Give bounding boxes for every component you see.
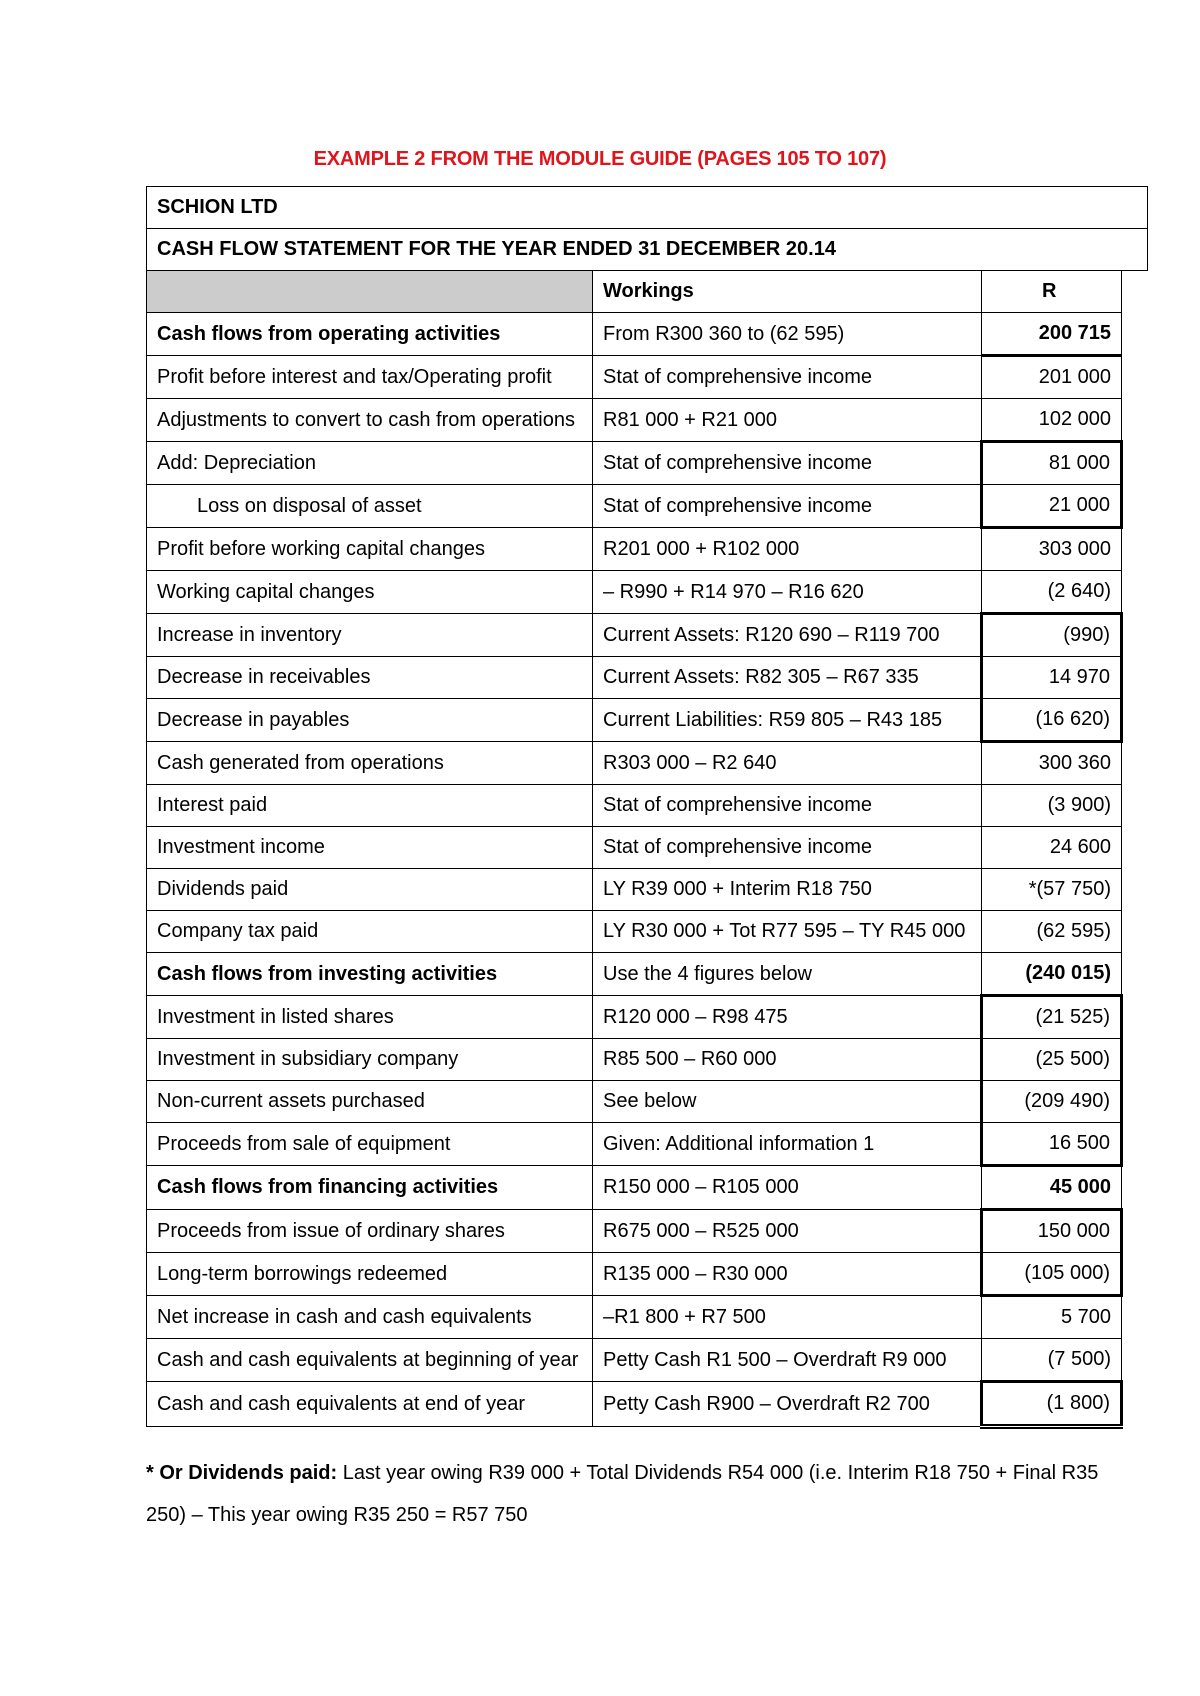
row-amount: 300 360: [982, 742, 1122, 785]
spacer-cell: [1122, 953, 1148, 996]
table-row: [147, 699, 1148, 742]
statement-title: CASH FLOW STATEMENT FOR THE YEAR ENDED 31 DECEMBER 20.14: [147, 229, 1148, 271]
spacer-cell: [1122, 785, 1148, 827]
table-row: [147, 996, 1148, 1039]
row-amount: (21 525): [982, 996, 1122, 1039]
table-row: [147, 1039, 1148, 1081]
table-row: [147, 313, 1148, 356]
table-row: [147, 911, 1148, 953]
row-amount: (16 620): [982, 699, 1122, 742]
row-working: Stat of comprehensive income: [593, 785, 982, 827]
row-working: Stat of comprehensive income: [593, 485, 982, 528]
row-label: Net increase in cash and cash equivalents: [147, 1296, 593, 1339]
row-amount: 14 970: [982, 657, 1122, 699]
row-amount: 24 600: [982, 827, 1122, 869]
spacer-cell: [1122, 571, 1148, 614]
row-amount: 81 000: [982, 442, 1122, 485]
column-header-row: [147, 271, 1148, 313]
row-amount: (105 000): [982, 1253, 1122, 1296]
row-amount: (1 800): [982, 1382, 1122, 1427]
spacer-cell: [1122, 1253, 1148, 1296]
table-row: [147, 1081, 1148, 1123]
row-label: Loss on disposal of asset: [147, 485, 593, 528]
row-working: LY R30 000 + Tot R77 595 – TY R45 000: [593, 911, 982, 953]
table-row: [147, 1339, 1148, 1382]
table-row: [147, 953, 1148, 996]
row-amount: 200 715: [982, 313, 1122, 356]
row-label: Cash generated from operations: [147, 742, 593, 785]
row-label: Investment income: [147, 827, 593, 869]
row-label: Company tax paid: [147, 911, 593, 953]
workings-header: Workings: [593, 271, 982, 313]
row-label: Dividends paid: [147, 869, 593, 911]
row-amount: (3 900): [982, 785, 1122, 827]
footnote-text: Last year owing R39 000 + Total Dividends R54 000 (i.e. Interim R18 750 + Final R35 250) – This year owing R35 250 = R57 750: [146, 1462, 1099, 1526]
row-amount: (7 500): [982, 1339, 1122, 1382]
table-row: [147, 614, 1148, 657]
table-row: [147, 785, 1148, 827]
row-working: R135 000 – R30 000: [593, 1253, 982, 1296]
table-row: [147, 356, 1148, 399]
row-amount: 150 000: [982, 1210, 1122, 1253]
row-working: See below: [593, 1081, 982, 1123]
company-name: SCHION LTD: [147, 187, 1148, 229]
cash-flow-table: [146, 186, 1148, 1429]
amount-header: R: [982, 271, 1122, 313]
table-row: [147, 442, 1148, 485]
document-title: EXAMPLE 2 FROM THE MODULE GUIDE (PAGES 105 TO 107): [313, 148, 887, 170]
row-working: R120 000 – R98 475: [593, 996, 982, 1039]
row-label: Cash flows from financing activities: [147, 1166, 593, 1210]
table-row: [147, 528, 1148, 571]
row-amount: 45 000: [982, 1166, 1122, 1210]
table-row: [147, 1166, 1148, 1210]
row-label: Non-current assets purchased: [147, 1081, 593, 1123]
row-working: R201 000 + R102 000: [593, 528, 982, 571]
row-amount: (2 640): [982, 571, 1122, 614]
row-working: R675 000 – R525 000: [593, 1210, 982, 1253]
row-label: Long-term borrowings redeemed: [147, 1253, 593, 1296]
row-working: Stat of comprehensive income: [593, 827, 982, 869]
spacer-cell: [1122, 1081, 1148, 1123]
row-working: –R1 800 + R7 500: [593, 1296, 982, 1339]
row-working: – R990 + R14 970 – R16 620: [593, 571, 982, 614]
row-amount: 16 500: [982, 1123, 1122, 1166]
spacer-cell: [1122, 271, 1148, 313]
row-working: Current Assets: R120 690 – R119 700: [593, 614, 982, 657]
row-label: Increase in inventory: [147, 614, 593, 657]
spacer-cell: [1122, 996, 1148, 1039]
row-working: R81 000 + R21 000: [593, 399, 982, 442]
blank-header-cell: [147, 271, 593, 313]
row-label: Working capital changes: [147, 571, 593, 614]
spacer-cell: [1122, 911, 1148, 953]
row-working: R303 000 – R2 640: [593, 742, 982, 785]
spacer-cell: [1122, 742, 1148, 785]
row-amount: 21 000: [982, 485, 1122, 528]
row-label: Cash flows from investing activities: [147, 953, 593, 996]
spacer-cell: [1122, 827, 1148, 869]
spacer-cell: [1122, 356, 1148, 399]
spacer-cell: [1122, 1039, 1148, 1081]
row-label: Investment in listed shares: [147, 996, 593, 1039]
spacer-cell: [1122, 1296, 1148, 1339]
row-working: R150 000 – R105 000: [593, 1166, 982, 1210]
spacer-cell: [1122, 869, 1148, 911]
row-label: Add: Depreciation: [147, 442, 593, 485]
table-row: [147, 827, 1148, 869]
spacer-cell: [1122, 614, 1148, 657]
spacer-cell: [1122, 1339, 1148, 1382]
row-label: Cash and cash equivalents at end of year: [147, 1382, 593, 1427]
spacer-cell: [1122, 699, 1148, 742]
footnote-lead: * Or Dividends paid:: [146, 1462, 338, 1484]
table-row: [147, 399, 1148, 442]
company-row: [147, 187, 1148, 229]
row-amount: (62 595): [982, 911, 1122, 953]
row-working: Petty Cash R1 500 – Overdraft R9 000: [593, 1339, 982, 1382]
row-label: Proceeds from sale of equipment: [147, 1123, 593, 1166]
table-row: [147, 485, 1148, 528]
row-working: Stat of comprehensive income: [593, 442, 982, 485]
row-amount: *(57 750): [982, 869, 1122, 911]
spacer-cell: [1122, 1166, 1148, 1210]
row-working: Current Assets: R82 305 – R67 335: [593, 657, 982, 699]
row-working: Given: Additional information 1: [593, 1123, 982, 1166]
row-label: Decrease in payables: [147, 699, 593, 742]
footnote: [146, 1452, 1106, 1536]
row-amount: 5 700: [982, 1296, 1122, 1339]
table-row: [147, 1296, 1148, 1339]
row-working: LY R39 000 + Interim R18 750: [593, 869, 982, 911]
spacer-cell: [1122, 1210, 1148, 1253]
row-working: Use the 4 figures below: [593, 953, 982, 996]
row-label: Profit before working capital changes: [147, 528, 593, 571]
row-working: Petty Cash R900 – Overdraft R2 700: [593, 1382, 982, 1427]
row-amount: (990): [982, 614, 1122, 657]
row-label: Profit before interest and tax/Operating profit: [147, 356, 593, 399]
row-label: Proceeds from issue of ordinary shares: [147, 1210, 593, 1253]
table-row: [147, 657, 1148, 699]
row-working: Stat of comprehensive income: [593, 356, 982, 399]
spacer-cell: [1122, 657, 1148, 699]
table-row: [147, 1123, 1148, 1166]
table-row: [147, 571, 1148, 614]
row-amount: 303 000: [982, 528, 1122, 571]
row-working: From R300 360 to (62 595): [593, 313, 982, 356]
table-row: [147, 742, 1148, 785]
table-row: [147, 1382, 1148, 1427]
row-label: Decrease in receivables: [147, 657, 593, 699]
statement-title-row: [147, 229, 1148, 271]
row-label: Interest paid: [147, 785, 593, 827]
spacer-cell: [1122, 442, 1148, 485]
row-amount: (209 490): [982, 1081, 1122, 1123]
row-working: R85 500 – R60 000: [593, 1039, 982, 1081]
row-label: Cash flows from operating activities: [147, 313, 593, 356]
spacer-cell: [1122, 485, 1148, 528]
row-label: Cash and cash equivalents at beginning of year: [147, 1339, 593, 1382]
spacer-cell: [1122, 1382, 1148, 1427]
spacer-cell: [1122, 528, 1148, 571]
row-amount: (25 500): [982, 1039, 1122, 1081]
row-label: Adjustments to convert to cash from operations: [147, 399, 593, 442]
row-amount: (240 015): [982, 953, 1122, 996]
spacer-cell: [1122, 1123, 1148, 1166]
row-working: Current Liabilities: R59 805 – R43 185: [593, 699, 982, 742]
spacer-cell: [1122, 399, 1148, 442]
row-amount: 201 000: [982, 356, 1122, 399]
table-row: [147, 1253, 1148, 1296]
spacer-cell: [1122, 313, 1148, 356]
row-amount: 102 000: [982, 399, 1122, 442]
table-row: [147, 869, 1148, 911]
row-label: Investment in subsidiary company: [147, 1039, 593, 1081]
table-row: [147, 1210, 1148, 1253]
